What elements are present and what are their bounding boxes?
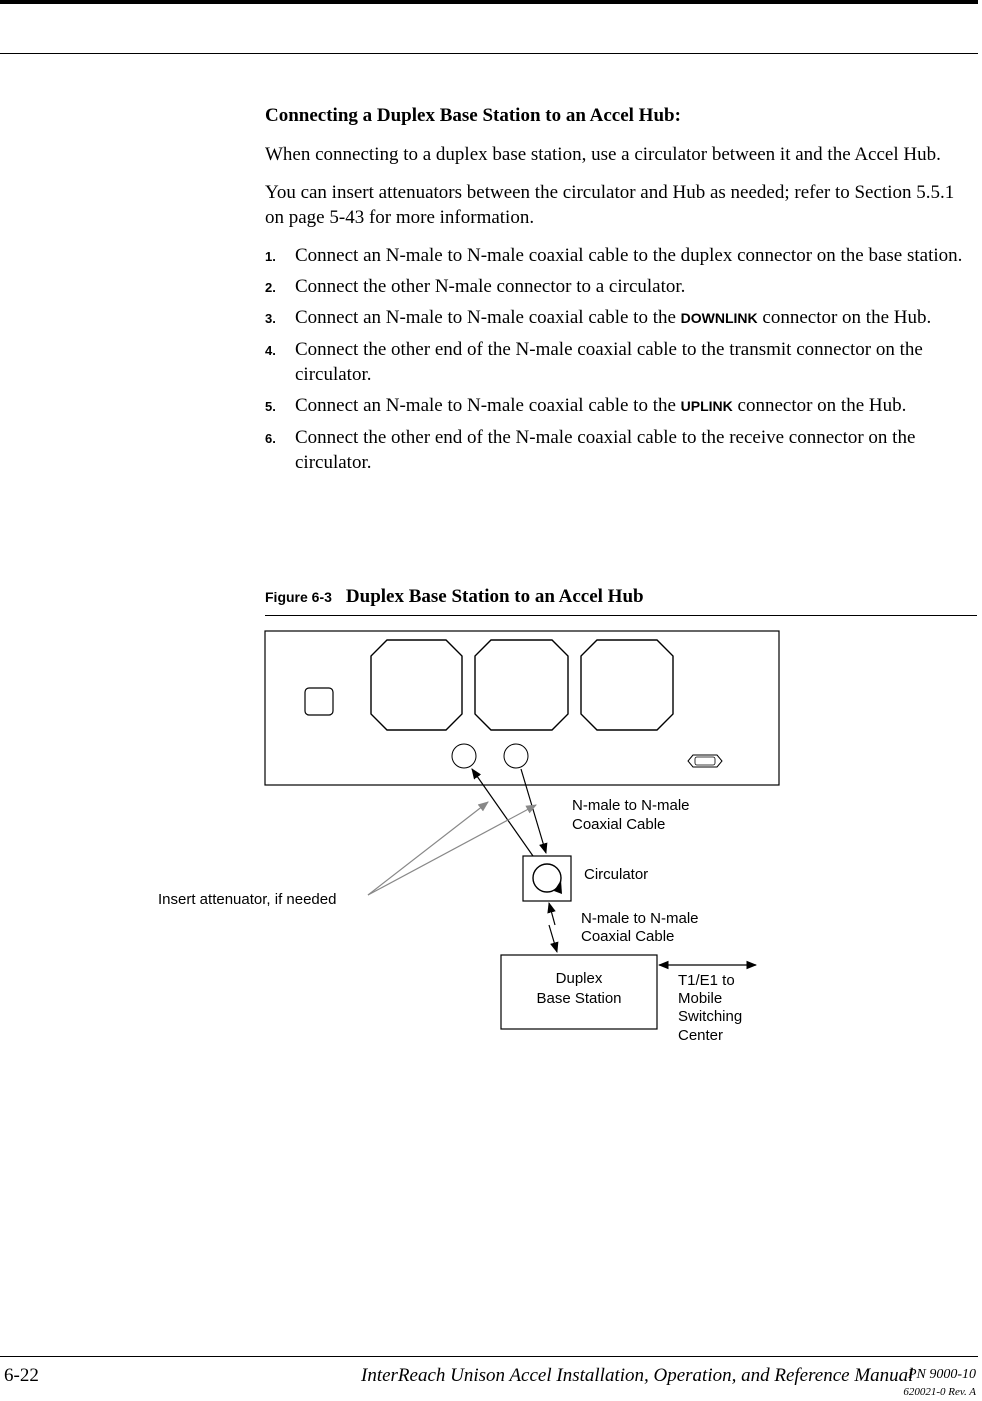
attenuator-pointer-uplink (368, 805, 536, 895)
step-number: 3. (265, 311, 276, 326)
step-text: Connect the other end of the N-male coaxial cable to the transmit connector on the circulator. (295, 339, 923, 385)
attenuator-label: Insert attenuator, if needed (158, 891, 337, 908)
cable-bottom-label-1: N-male to N-male (581, 910, 699, 927)
figure-label: Figure 6-3 (265, 589, 332, 605)
step-text: Connect the other N-male connector to a circulator. (295, 276, 686, 297)
step-number: 6. (265, 431, 276, 446)
circulator-label: Circulator (584, 866, 649, 883)
downlink-connector (452, 744, 476, 768)
uplink-term: UPLINK (680, 398, 733, 414)
circulator-arrow-icon (554, 880, 562, 894)
hub-status-indicator (305, 688, 333, 715)
step-number: 4. (265, 343, 276, 358)
t1-label-2: Mobile (678, 990, 723, 1007)
hub-module-slot (475, 640, 568, 730)
downlink-cable-arrow (472, 769, 533, 856)
step-text-post: connector on the Hub. (732, 395, 907, 416)
circulator-box (523, 856, 571, 901)
base-station-label-1: Duplex (555, 970, 603, 987)
cable-top-label-1: N-male to N-male (572, 797, 690, 814)
footer-rule (0, 1356, 978, 1357)
step-text-pre: Connect an N-male to N-male coaxial cable to the (295, 395, 681, 416)
cable-bottom-label-2: Coaxial Cable (581, 928, 675, 945)
reference-paragraph: You can insert attenuators between the circulator and Hub as needed; refer to Section 5.5.1 on page 5-43 for more information. (265, 182, 955, 228)
manual-title: InterReach Unison Accel Installation, Operation, and Reference Manual (361, 1365, 914, 1386)
t1-label-4: Center (678, 1027, 724, 1044)
base-cable-arrow-up (549, 903, 555, 925)
figure-title: Duplex Base Station to an Accel Hub (345, 586, 644, 607)
serial-port-inner (695, 757, 715, 765)
intro-paragraph: When connecting to a duplex base station, use a circulator between it and the Accel Hub. (265, 144, 941, 165)
part-number: PN 9000-10 (907, 1367, 976, 1382)
downlink-term: DOWNLINK (680, 310, 758, 326)
step-text-pre: Connect an N-male to N-male coaxial cable to the (295, 307, 681, 328)
base-cable-arrow-down (549, 925, 557, 952)
step-number: 1. (265, 249, 276, 264)
step-text: Connect the other end of the N-male coaxial cable to the receive connector on the circulator. (295, 427, 916, 473)
revision: 620021-0 Rev. A (903, 1386, 976, 1398)
t1-label-1: T1/E1 to (678, 972, 735, 989)
attenuator-pointer-downlink (368, 802, 488, 895)
step-text-post: connector on the Hub. (757, 307, 932, 328)
t1-label-3: Switching (678, 1008, 743, 1025)
step-number: 2. (265, 280, 276, 295)
page-number: 6-22 (4, 1365, 39, 1386)
hub-module-slot (581, 640, 673, 730)
hub-panel (265, 631, 779, 785)
section-title: Connecting a Duplex Base Station to an Accel Hub: (265, 105, 681, 126)
base-station-label-2: Base Station (536, 990, 622, 1007)
uplink-connector (504, 744, 528, 768)
cable-top-label-2: Coaxial Cable (572, 816, 666, 833)
step-text: Connect an N-male to N-male coaxial cable to the duplex connector on the base station. (295, 245, 963, 266)
hub-module-slot (371, 640, 462, 730)
step-number: 5. (265, 399, 276, 414)
